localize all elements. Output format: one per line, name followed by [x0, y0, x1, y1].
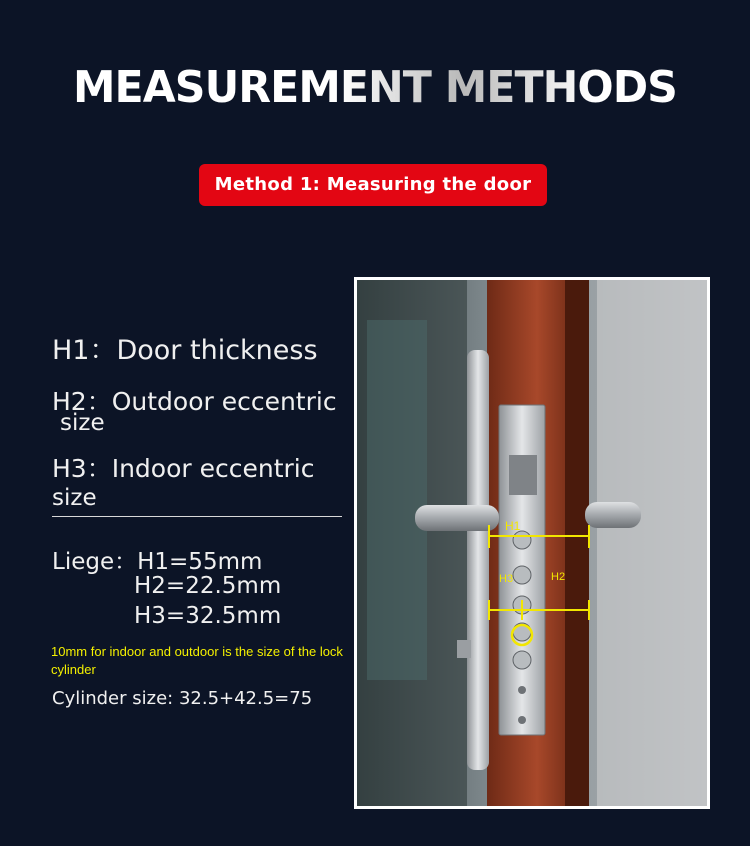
example-h2: H2=22.5mm: [134, 573, 282, 599]
h3-definition: H3：Indoor eccentric: [52, 454, 315, 483]
h2-definition-continued: size: [60, 410, 105, 436]
method-badge: Method 1: Measuring the door: [199, 164, 547, 206]
h3-definition-continued: size: [52, 485, 97, 511]
cylinder-note: 10mm for indoor and outdoor is the size of the lock cylinder: [51, 644, 343, 677]
h2-definition: H2：Outdoor eccentric: [52, 387, 337, 416]
example-h1: Liege：H1=55mm: [52, 549, 263, 575]
cylinder-size: Cylinder size: 32.5+42.5=75: [52, 688, 313, 709]
divider: [52, 516, 342, 517]
example-h3: H3=32.5mm: [134, 603, 282, 629]
door-lock-photo: [354, 277, 710, 809]
h1-definition: H1：Door thickness: [52, 335, 318, 366]
h2-marker-label: H2: [551, 571, 566, 583]
page-title: MEASUREMENT METHODS: [11, 62, 739, 113]
h1-marker-label: H1: [505, 519, 521, 533]
h3-marker-label: H3: [499, 573, 514, 585]
